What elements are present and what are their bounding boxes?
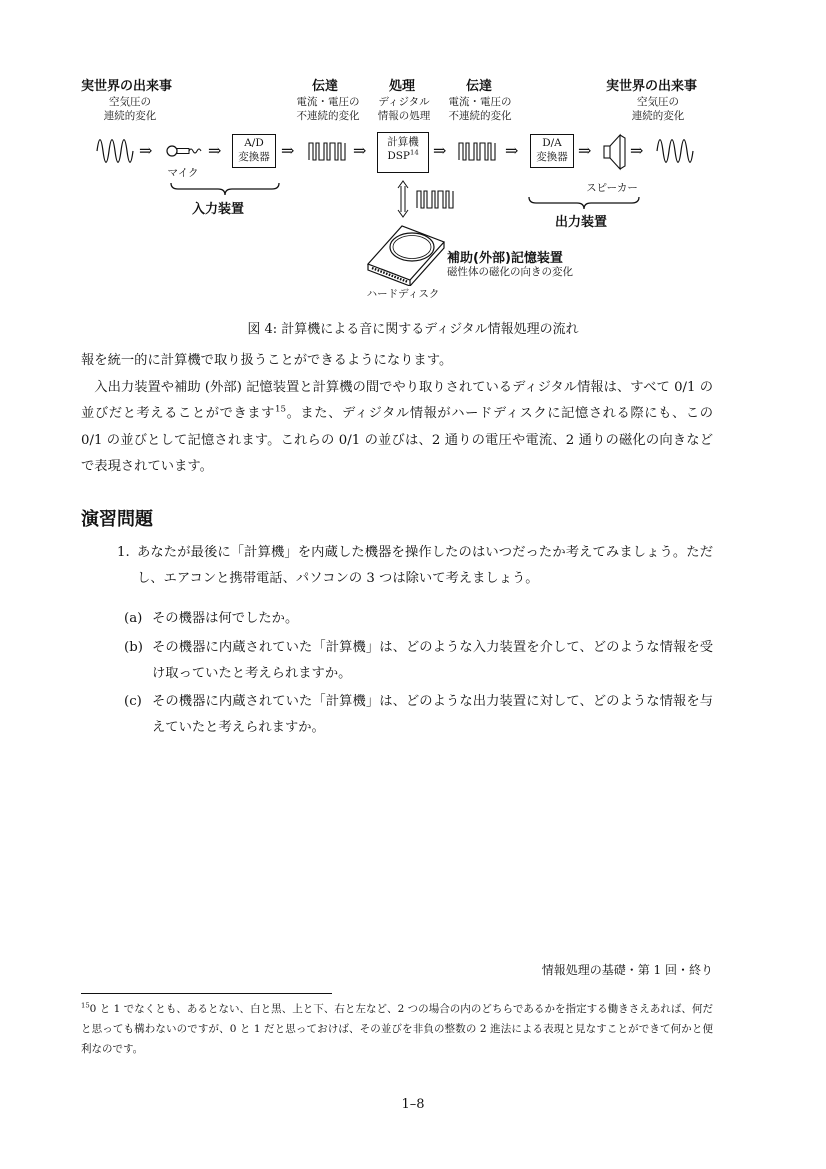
transmit2-title: 伝達 (466, 79, 493, 94)
ad-line1: A/D (244, 137, 264, 149)
analog-wave-icon (656, 138, 696, 164)
transmit1-title: 伝達 (312, 79, 339, 94)
digital-pulse-icon (458, 140, 498, 162)
computer-dsp-box (377, 132, 429, 173)
exercise-text: あなたが最後に「計算機」を内蔵した機器を操作したのはいつだったか考えてみましょう。ただし、エアコンと携帯電話、パソコンの 3 つは除いて考えましょう。 (137, 545, 713, 587)
left-event-sub1: 空気圧の (109, 96, 151, 108)
digital-pulse-icon (416, 188, 456, 210)
paragraph-2-b: 。また、ディジタル情報がハードディスクに記憶される際にも、この 0/1 の並びとして記憶されます。これらの 0/1 の並びは、2 通りの電圧や電流、2 通りの磁化の向きなどで表現されています。 (81, 406, 713, 474)
subitem-a-text: その機器は何でしたか。 (152, 611, 299, 626)
cpu-line2: DSP (387, 150, 410, 162)
section-title: 演習問題 (81, 509, 153, 530)
footnote-rule (81, 993, 332, 994)
process-sub2: 情報の処理 (377, 110, 431, 122)
right-event-sub1: 空気圧の (637, 96, 679, 108)
paragraph-2-a: 入出力装置や補助 (外部) 記憶装置と計算機の間でやり取りされているディジタル情報は、すべて 0/1 の並びだと考えることができます (81, 380, 713, 422)
subitem-b-text: その機器に内蔵されていた「計算機」は、どのような入力装置を介して、どのような情報を受け取っていたと考えられますか。 (152, 640, 713, 682)
hdd-label: ハードディスク (366, 288, 440, 300)
ad-converter-box (232, 134, 276, 168)
arrow-icon: ⇒ (208, 141, 222, 160)
arrow-icon: ⇒ (353, 141, 367, 160)
aux-storage-sub: 磁性体の磁化の向きの変化 (447, 266, 573, 278)
paragraph-1: 報を統一的に計算機で取り扱うことができるようになります。 (81, 353, 453, 368)
footnote-15 (81, 999, 713, 1059)
subitem-a-label: (a) (124, 611, 143, 626)
left-event-sub2: 連続的変化 (103, 110, 157, 122)
transmit1-sub2: 不連続的変化 (296, 110, 360, 122)
exercise-number: 1. (117, 545, 130, 560)
ad-line2: 変換器 (238, 151, 270, 163)
cpu-line1: 計算機 (387, 136, 419, 148)
da-line2: 変換器 (536, 151, 568, 163)
right-event-sub2: 連続的変化 (631, 110, 685, 122)
arrow-icon: ⇒ (281, 141, 295, 160)
figure-caption: 図 4: 計算機による音に関するディジタル情報処理の流れ (247, 322, 579, 337)
process-sub1: ディジタル (378, 96, 430, 108)
arrow-icon: ⇒ (139, 141, 153, 160)
end-note: 情報処理の基礎・第 1 回・終り (541, 963, 713, 977)
digital-pulse-icon (308, 140, 348, 162)
microphone-icon (165, 143, 205, 159)
speaker-label: スピーカー (586, 182, 638, 194)
footnote-text: 0 と 1 でなくとも、あるとない、白と黒、上と下、右と左など、2 つの場合の内のどちらであるかを指定する働きさえあれば、何だと思っても構わないのですが、0 と 1 だと思っておけば、その並びを非負の整数の 2 進法による表現と見なすことができて何かと便利なのです。 (81, 1003, 713, 1055)
analog-wave-icon (96, 138, 136, 164)
paragraph-2 (81, 375, 713, 480)
transmit2-sub1: 電流・電圧の (448, 96, 512, 108)
arrow-icon: ⇒ (578, 141, 592, 160)
aux-storage-title: 補助(外部)記憶装置 (447, 251, 563, 266)
transmit2-sub2: 不連続的変化 (448, 110, 512, 122)
arrow-icon: ⇒ (433, 141, 447, 160)
double-vertical-arrow-icon (396, 180, 410, 218)
left-event-title: 実世界の出来事 (81, 79, 173, 94)
cpu-footnote-ref: 14 (410, 148, 419, 157)
output-brace-icon (528, 196, 640, 210)
right-event-title: 実世界の出来事 (606, 79, 698, 94)
input-brace-icon (170, 182, 280, 196)
da-line1: D/A (542, 137, 562, 149)
footnote-ref-15: 15 (275, 404, 287, 415)
arrow-icon: ⇒ (505, 141, 519, 160)
footnote-number: 15 (81, 1001, 90, 1010)
subitem-c-text: その機器に内蔵されていた「計算機」は、どのような出力装置に対して、どのような情報を与えていたと考えられますか。 (152, 694, 713, 736)
speaker-icon (602, 132, 628, 172)
da-converter-box (530, 134, 574, 168)
page-number: 1–8 (401, 1097, 425, 1112)
subitem-c-label: (c) (124, 694, 142, 709)
transmit1-sub1: 電流・電圧の (296, 96, 360, 108)
mic-label: マイク (167, 167, 199, 179)
input-device-label: 入力装置 (192, 202, 245, 217)
hard-disk-icon (364, 220, 446, 286)
subitem-b-label: (b) (124, 640, 143, 655)
process-title: 処理 (389, 79, 416, 94)
output-device-label: 出力装置 (555, 215, 608, 230)
arrow-icon: ⇒ (630, 141, 644, 160)
